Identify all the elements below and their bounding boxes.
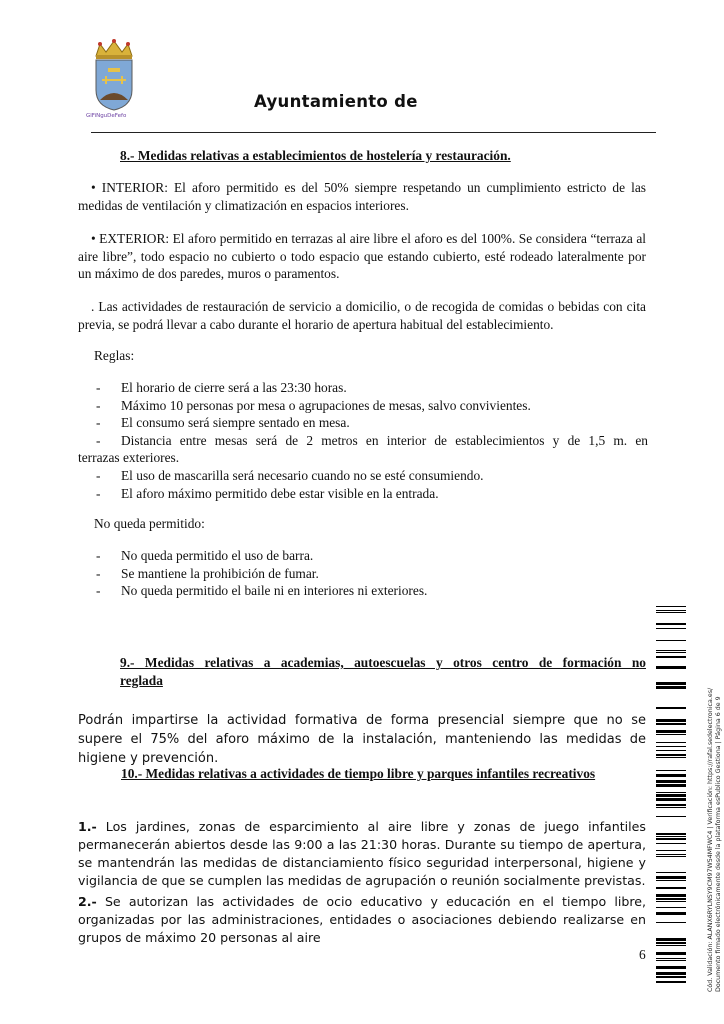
dash-bullet: - xyxy=(96,397,101,413)
dash-bullet: - xyxy=(96,468,101,483)
section-9-body: Podrán impartirse la actividad formativa de forma presencial siempre que no se supere el 75% del aforo máximo de la instalación, manteniendo las medidas de higiene y prevención. xyxy=(78,713,646,766)
barcode-bar xyxy=(656,754,686,756)
barcode-bar xyxy=(656,780,686,783)
barcode-bar xyxy=(656,876,686,879)
barcode-bar xyxy=(656,833,686,835)
barcode-bar xyxy=(656,972,686,975)
dash-bullet: - xyxy=(96,565,101,581)
barcode-bar xyxy=(656,798,686,801)
barcode-bar xyxy=(656,750,686,751)
barcode-bar xyxy=(656,770,686,771)
barcode-bar xyxy=(656,966,686,969)
barcode-bar xyxy=(656,854,686,855)
dash-bullet: - xyxy=(96,415,101,431)
barcode-bar xyxy=(656,666,686,669)
barcode-bar xyxy=(656,952,686,955)
barcode-bar xyxy=(656,707,686,709)
section-9-heading-line2: reglada xyxy=(120,673,163,688)
barcode-bar xyxy=(656,942,686,944)
barcode-bar xyxy=(656,623,686,625)
item-1-number: 1.- xyxy=(78,819,97,834)
barcode-bar xyxy=(656,816,686,817)
barcode-bar xyxy=(656,656,686,658)
barcode-bar xyxy=(656,606,686,607)
barcode-bar xyxy=(656,734,686,735)
dash-bullet: - xyxy=(96,548,101,563)
barcode-bar xyxy=(656,850,686,851)
not-allowed-title: No queda permitido: xyxy=(94,516,205,531)
section-10-item-1: 1.- Los jardines, zonas de esparcimiento al aire libre y zonas de juego infantiles permanecerán abiertos desde las 9:00 a las 21:30 horas. Durante su tiempo de apertura, se mantendrán las medidas de distanciamiento físico seguridad interpersonal, higiene y vigilancia de que se cumplen las medidas de agrupación o reunión socialmente previstas. xyxy=(78,819,646,888)
rules-title: Reglas: xyxy=(94,348,135,363)
page-number: 6 xyxy=(639,947,646,962)
barcode-bar xyxy=(656,872,686,873)
section-10-heading: 10.- Medidas relativas a actividades de tiempo libre y parques infantiles recreativos xyxy=(121,766,596,781)
barcode-bar xyxy=(656,652,686,653)
rules-list: - El horario de cierre será a las 23:30 horas. - Máximo 10 personas por mesa o agrupaciones de mesas, salvo convivientes. - El consumo será siempre sentado en mesa. - Distancia entre mesas será de 2 metros en interior de establecimientos y de 1,5 m. en terrazas exteriores. - El uso de mascarilla será necesario cuando no se esté consumiendo. - El aforo máximo permitido debe estar visible en la entrada. xyxy=(78,380,648,501)
barcode-bar xyxy=(656,719,686,722)
verification-line-1: Cód. Validación: ALANX6RYLNSY9CM97W54MFWC4 | Verificación: https://rafal.sedelectronica.es/ xyxy=(707,687,714,992)
barcode-bar xyxy=(656,945,686,946)
barcode-bar xyxy=(656,730,686,733)
section-10-item-2: 2.- Se autorizan las actividades de ocio educativo y educación en el tiempo libre, organizadas por las administraciones, entidades o asociaciones debiendo realizarse en grupos de máximo 20 personas al aire xyxy=(78,894,646,945)
section-8-heading: 8.- Medidas relativas a establecimientos de hostelería y restauración. xyxy=(120,148,511,163)
dash-bullet: - xyxy=(96,583,101,599)
barcode-bar xyxy=(656,894,686,897)
not-allowed-list: - No queda permitido el uso de barra. - Se mantiene la prohibición de fumar. - No queda permitido el baile ni en interiores ni exteriores. xyxy=(96,548,428,599)
barcode-bar xyxy=(656,843,686,844)
barcode-bar xyxy=(656,838,686,840)
barcode-bar xyxy=(656,612,686,613)
logo-caption: GlFiNguDeFefo xyxy=(86,113,127,119)
barcode-bar xyxy=(656,640,686,641)
barcode-bar xyxy=(656,807,686,808)
header-divider xyxy=(91,132,656,133)
barcode-bar xyxy=(656,804,686,806)
barcode-bar xyxy=(656,880,686,881)
verification-line-2: Documento firmado electrónicamente desde la plataforma esPublico Gestiona | Página 6 de 9 xyxy=(715,696,722,992)
barcode-bar xyxy=(656,981,686,983)
section-9-heading-line1: 9.- Medidas relativas a academias, autoescuelas y otros centro de formación no xyxy=(120,655,646,670)
barcode-bar xyxy=(656,682,686,685)
barcode-bar xyxy=(656,958,686,959)
barcode-bar xyxy=(656,901,686,902)
barcode-bar xyxy=(656,610,686,611)
barcode-bar xyxy=(656,907,686,908)
barcode-bar xyxy=(656,960,686,961)
exterior-paragraph: • EXTERIOR: El aforo permitido en terrazas al aire libre el aforo es del 100%. Se considera “terraza al aire libre”, todo espacio no cubierto o todo espacio que estando cubierto, esté rodeado lateralmente por un máximo de dos paredes, muros o paramentos. xyxy=(78,231,646,282)
barcode-bar xyxy=(656,792,686,793)
barcode-bar xyxy=(656,898,686,900)
barcode xyxy=(656,606,686,990)
barcode-bar xyxy=(656,856,686,857)
barcode-bar xyxy=(656,650,686,651)
barcode-bar xyxy=(656,836,686,837)
barcode-bar xyxy=(656,628,686,629)
barcode-bar xyxy=(656,912,686,915)
barcode-bar xyxy=(656,686,686,689)
barcode-bar xyxy=(656,746,686,747)
verification-text xyxy=(707,652,723,992)
barcode-bar xyxy=(656,938,686,941)
list-item-continuation: terrazas exteriores. xyxy=(78,450,180,466)
barcode-bar xyxy=(656,922,686,923)
barcode-bar xyxy=(656,742,686,743)
coat-of-arms-logo xyxy=(86,38,142,118)
barcode-bar xyxy=(656,887,686,889)
delivery-paragraph: . Las actividades de restauración de servicio a domicilio, o de recogida de comidas o bebidas con cita previa, se podrá llevar a cabo durante el horario de apertura habitual del establecimiento. xyxy=(78,299,646,332)
dash-bullet: - xyxy=(96,485,101,501)
org-title: Ayuntamiento de xyxy=(254,92,418,111)
interior-paragraph: • INTERIOR: El aforo permitido es del 50% siempre respetando un cumplimiento estricto de las medidas de ventilación y climatización en espacios interiores. xyxy=(78,180,646,213)
barcode-bar xyxy=(656,774,686,777)
barcode-bar xyxy=(656,794,686,797)
dash-bullet: - xyxy=(96,380,101,395)
item-2-number: 2.- xyxy=(78,894,97,909)
barcode-bar xyxy=(656,784,686,787)
barcode-bar xyxy=(656,757,686,758)
barcode-bar xyxy=(656,976,686,978)
dash-bullet: - xyxy=(96,432,101,448)
barcode-bar xyxy=(656,723,686,725)
